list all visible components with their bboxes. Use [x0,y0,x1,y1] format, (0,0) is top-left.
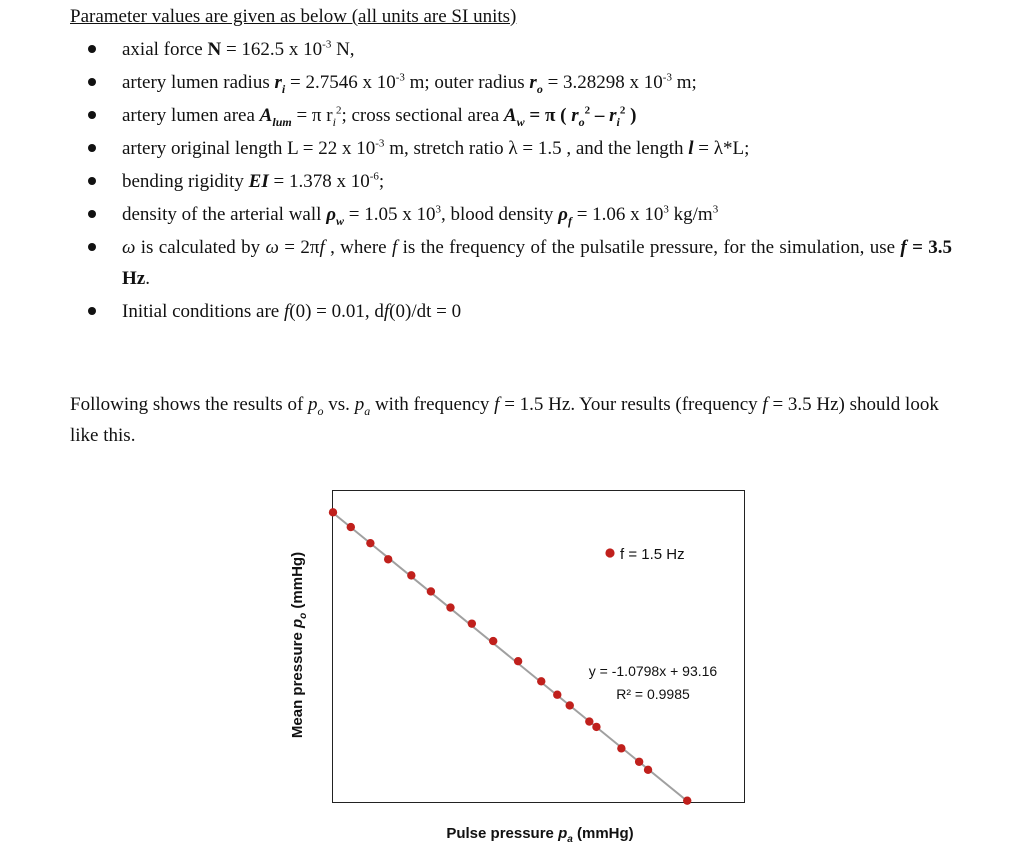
trendline-r2: R² = 0.9985 [616,686,690,702]
data-point [384,555,392,563]
data-point [468,619,476,627]
document-page: Parameter values are given as below (all units are SI units) axial force N = 162.5 x $10^{-3}$ N, artery lumen radius $r_i = 2.7546$ x $10^{-3}$ m; outer radius $r_o = 3.28298$ x $10^{-3}$ m; artery lumen area $A_{lum} = \pi$ $r_i^2$; cross sectional area $A_w = \pi$ ( $r_o^2 - r_i^2$ ) artery original length L = 22 x $10^{-3}$ m, stretch ratio λ = 1.5 , and the length l = λ*L; bending rigidity EI = 1.378 x $10^{-6}$; density of the arterial wall $\rho_w = 1.05$ x $10^3$, blood density $\rho_f = 1.06$ x $10^3$ $kg/m^3$ ω is calculated by ω = 2πf , where f is the frequency of the pulsatile pressure, for the simulation, use f = 3.5 Hz. Initial conditions are f(0) = 0.01, df(0)/dt = 0 Following shows the results of $p_o$ vs. $p_a$ with frequency f = 1.5 Hz. Your results (frequency f = 3.5 Hz) should look like this. f = 1.5 Hz y = -1.0798x + 93.16 R² = 0.9985 Pulse pressure $p_a$ (mmHg) Mean pressure $p_o$ (mmHg) [0,0,1025,860]
data-point [553,691,561,699]
data-point [566,701,574,709]
data-point [347,523,355,531]
x-axis-label: Pulse pressure $p_a$ (mmHg) [446,825,634,845]
y-axis-label: Mean pressure $p_o$ (mmHg) [289,551,309,739]
trendline-equation: y = -1.0798x + 93.16 [588,663,718,679]
data-point [489,637,497,645]
data-point [407,571,415,579]
data-point [635,758,643,766]
legend-label: f = 1.5 Hz [620,546,685,563]
data-point [446,603,454,611]
data-point [683,796,691,804]
legend-marker-icon [605,548,614,557]
data-point [329,508,337,516]
parameters-heading: Parameter values are given as below (all units are SI units) [70,6,517,27]
data-point [617,744,625,752]
data-point [592,723,600,731]
data-point [644,766,652,774]
data-point [514,657,522,665]
data-point [537,677,545,685]
data-point [427,587,435,595]
data-point [585,717,593,725]
results-paragraph: Following shows the results of $p_o$ vs. $p_a$ with frequency f = 1.5 Hz. Your results (frequency f = 3.5 Hz) should look like this. [70,394,939,446]
data-point [366,539,374,547]
